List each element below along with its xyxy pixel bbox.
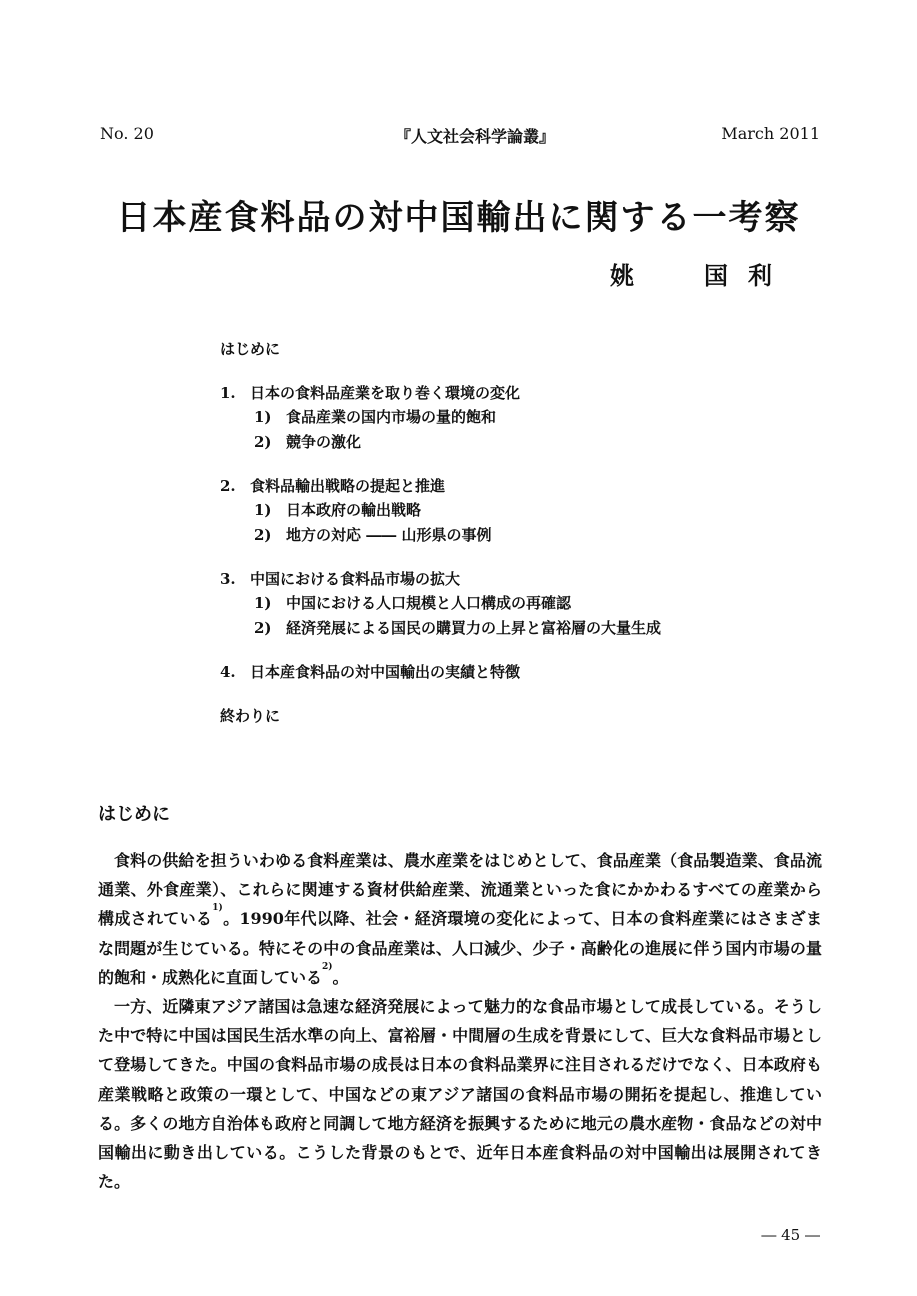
toc-section-label: 中国における食料品市場の拡大 — [250, 570, 461, 588]
paper-title: 日本産食料品の対中国輸出に関する一考察 — [116, 198, 801, 238]
toc-subsection-label: 中国における人口規模と人口構成の再確認 — [286, 594, 572, 612]
toc-subsection — [254, 431, 361, 452]
footnote-ref: 1) — [212, 903, 223, 914]
author-char: 利 — [748, 261, 772, 290]
toc-subsection — [254, 592, 571, 613]
toc-outro: 終わりに — [220, 707, 281, 725]
author-char: 国 — [704, 261, 728, 290]
toc-subsection-number: 2) — [254, 433, 272, 451]
toc-section-label: 日本産食料品の対中国輸出の実績と特徴 — [250, 663, 521, 681]
toc-section-number: 3. — [220, 570, 236, 588]
toc-section — [220, 568, 460, 589]
toc-subsection — [254, 524, 491, 545]
page-number: ― 45 ― — [761, 1226, 820, 1244]
toc-section-label: 食料品輸出戦略の提起と推進 — [250, 477, 446, 495]
publication-date: March 2011 — [721, 124, 820, 143]
toc-section-label: 日本の食料品産業を取り巻く環境の変化 — [250, 384, 521, 402]
toc-section-number: 4. — [220, 663, 236, 681]
toc-subsection-label: 日本政府の輸出戦略 — [286, 501, 422, 519]
toc-section-number: 2. — [220, 477, 236, 495]
paragraph — [98, 846, 822, 992]
issue-number: No. 20 — [100, 124, 154, 143]
toc-subsection-number: 1) — [254, 594, 272, 612]
toc-subsection-label: 食品産業の国内市場の量的飽和 — [286, 408, 497, 426]
toc-subsection-number: 2) — [254, 619, 272, 637]
toc-subsection — [254, 617, 661, 638]
toc-subsection — [254, 406, 496, 427]
toc-section — [220, 382, 520, 403]
section-heading: はじめに — [98, 804, 170, 825]
body-text — [98, 846, 822, 1196]
toc-subsection-label: 経済発展による国民の購買力の上昇と富裕層の大量生成 — [286, 619, 662, 637]
toc-subsection-number: 2) — [254, 526, 272, 544]
author-char: 姚 — [610, 261, 634, 290]
toc-section-number: 1. — [220, 384, 236, 402]
toc-subsection-label: 競争の激化 — [286, 433, 362, 451]
paragraph-text: 。1990年代以降、社会・経済環境の変化によって、日本の食料産業にはさまざまな問題が生じている。特にその中の食品産業は、人口減少、少子・高齢化の進展に伴う国内市場の量的飽和・成熟化に直面している — [98, 909, 822, 987]
toc-subsection-number: 1) — [254, 501, 272, 519]
toc-section — [220, 661, 520, 682]
toc-subsection-number: 1) — [254, 408, 272, 426]
toc-intro: はじめに — [220, 340, 281, 358]
paragraph-text: 食料の供給を担ういわゆる食料産業は、農水産業をはじめとして、食品産業（食品製造業、食品流通業、外食産業）、これらに関連する資材供給産業、流通業といった食にかかわるすべての産業から構成されている — [98, 851, 822, 929]
toc-subsection — [254, 499, 421, 520]
paragraph-text: 。 — [332, 967, 349, 987]
paragraph: 一方、近隣東アジア諸国は急速な経済発展によって魅力的な食品市場として成長している。そうした中で特に中国は国民生活水準の向上、富裕層・中間層の生成を背景にして、巨大な食料品市場として登場してきた。中国の食料品市場の成長は日本の食料品業界に注目されるだけでなく、日本政府も産業戦略と政策の一環として、中国などの東アジア諸国の食料品市場の開拓を提起し、推進している。多くの地方自治体も政府と同調して地方経済を振興するために地元の農水産物・食品などの対中国輸出に動き出している。こうした背景のもとで、近年日本産食料品の対中国輸出は展開されてきた。 — [98, 997, 822, 1192]
footnote-ref: 2) — [322, 961, 333, 972]
toc-section — [220, 475, 445, 496]
toc-subsection-label: 地方の対応 ―― 山形県の事例 — [286, 526, 492, 544]
author-name — [610, 256, 772, 291]
journal-name: 『人文社会科学論叢』 — [394, 127, 555, 146]
